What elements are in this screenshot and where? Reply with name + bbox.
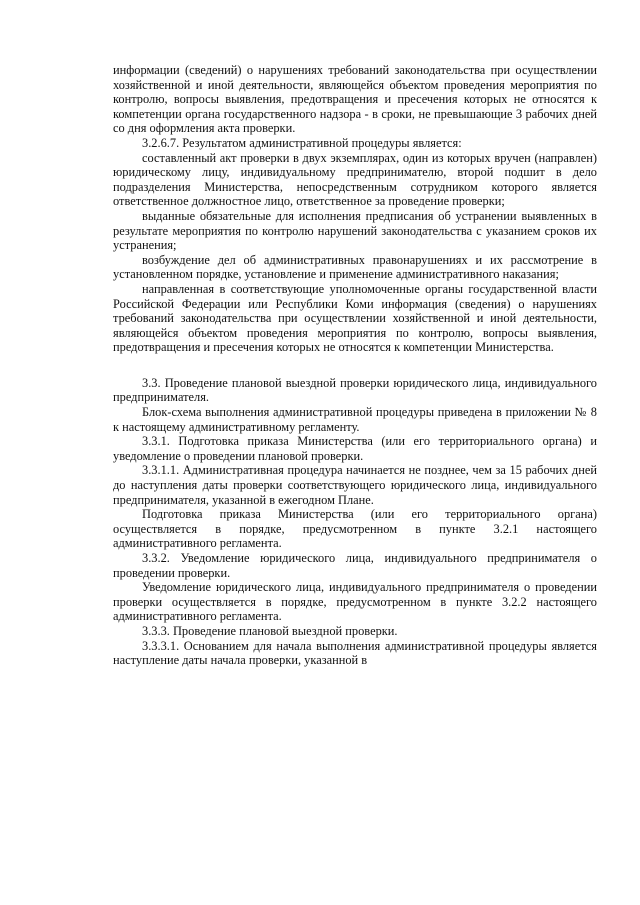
paragraph-3-3: 3.3. Проведение плановой выездной проверки юридического лица, индивидуального предпринимателя. [113, 375, 597, 405]
paragraph-notification: Уведомление юридического лица, индивидуального предпринимателя о проведении проверки осуществляется в порядке, предусмотренном в пункте 3.2.2 настоящего административного регламента. [113, 580, 597, 624]
paragraph-info-continuation: информации (сведений) о нарушениях требований законодательства при осуществлении хозяйственной и иной деятельности, являющейся объектом проведения мероприятия по контролю, вопросы выявления, предотвращения и пресечения которых не относятся к компетенции органа государственного надзора - в сроки, не превышающие 3 рабочих дней со дня оформления акта проверки. [113, 63, 597, 136]
paragraph-3-3-3-1: 3.3.3.1. Основанием для начала выполнения административной процедуры является наступление даты начала проверки, указанной в [113, 638, 597, 668]
paragraph-3-3-2: 3.3.2. Уведомление юридического лица, индивидуального предпринимателя о проведении проверки. [113, 551, 597, 580]
paragraph-3-3-1-1: 3.3.1.1. Административная процедура начинается не позднее, чем за 15 рабочих дней до наступления даты проверки соответствующего юридического лица, индивидуального предпринимателя, указанной в ежегодном Плане. [113, 463, 597, 507]
paragraph-3-3-3: 3.3.3. Проведение плановой выездной проверки. [142, 623, 398, 638]
section-gap [113, 355, 597, 376]
document-body [113, 63, 597, 668]
paragraph-result-cases: возбуждение дел об административных правонарушениях и их рассмотрение в установленном порядке, установление и применение административного наказания; [113, 252, 597, 282]
paragraph-result-orders: выданные обязательные для исполнения предписания об устранении выявленных в результате мероприятия по контролю нарушений законодательства с указанием сроков их устранения; [113, 208, 597, 253]
paragraph-order-preparation: Подготовка приказа Министерства (или его территориального органа) осуществляется в порядке, предусмотренном в пункте 3.2.1 настоящего административного регламента. [113, 507, 597, 551]
paragraph-result-act: составленный акт проверки в двух экземплярах, один из которых вручен (направлен) юридическому лицу, индивидуальному предпринимателю, второй подшит в дело подразделения Министерства, непосредственным сотрудником которого является ответственное должностное лицо, ответственное за проведение проверки; [113, 150, 597, 209]
paragraph-result-info: направленная в соответствующие уполномоченные органы государственной власти Российской Федерации или Республики Коми информация (сведения) о нарушениях требований законодательства при осуществлении хозяйственной и иной деятельности, являющейся объектом проведения мероприятия по контролю, вопросы выявления, предотвращения и пресечения которых не относятся к компетенции Министерства. [113, 281, 597, 355]
paragraph-block-scheme: Блок-схема выполнения административной процедуры приведена в приложении № 8 к настоящему административному регламенту. [113, 405, 597, 434]
paragraph-3-2-6-7: 3.2.6.7. Результатом административной процедуры является: [142, 135, 462, 150]
paragraph-3-3-1: 3.3.1. Подготовка приказа Министерства (или его территориального органа) и уведомление о проведении плановой проверки. [113, 434, 597, 463]
